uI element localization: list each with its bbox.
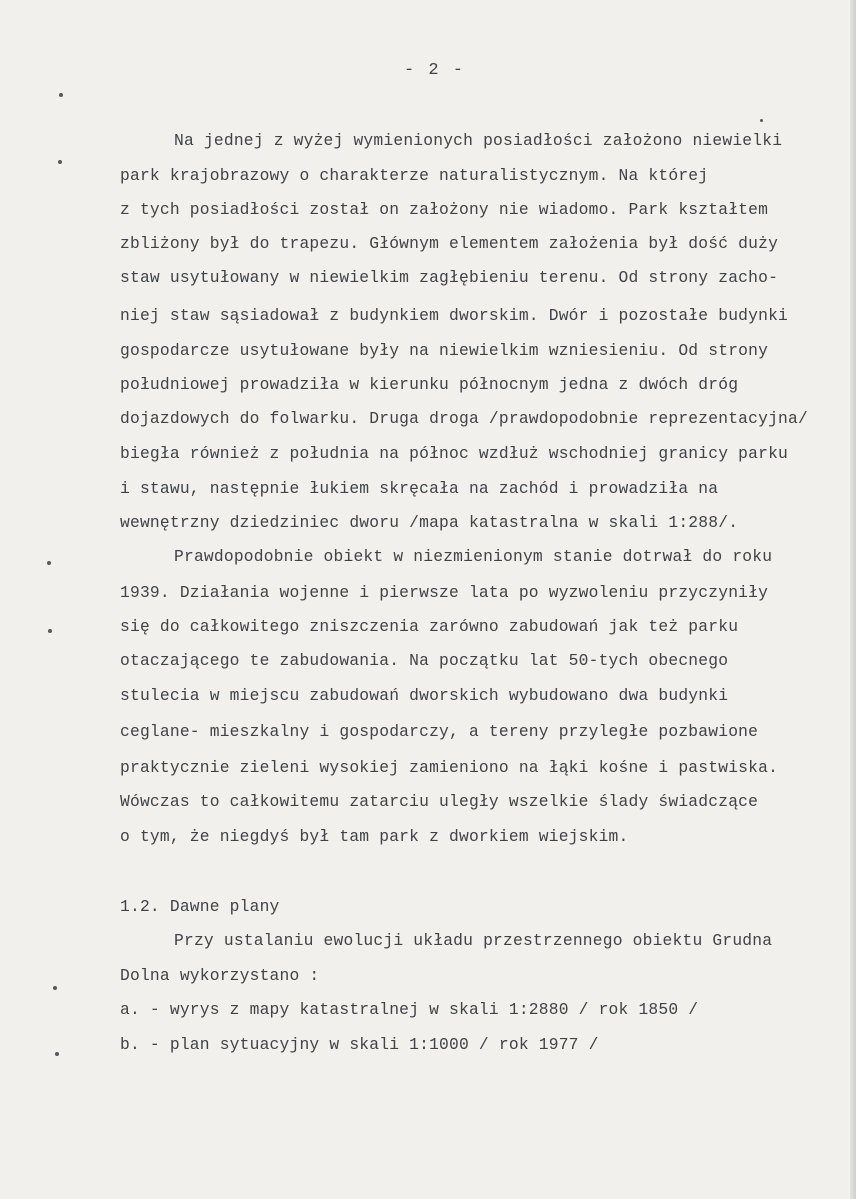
text-line: Wówczas to całkowitemu zatarciu uległy wszelkie ślady świadczące (120, 792, 759, 811)
text-line: o tym, że niegdyś był tam park z dworkiem wiejskim. (120, 827, 629, 846)
margin-dot (53, 986, 57, 990)
text-line: otaczającego te zabudowania. Na początku lat 50-tych obecnego (120, 651, 729, 670)
text-line: 1939. Działania wojenne i pierwsze lata po wyzwoleniu przyczyniły (120, 583, 769, 602)
margin-dot (55, 1052, 59, 1056)
margin-dot (58, 160, 62, 164)
text-line: park krajobrazowy o charakterze naturalistycznym. Na której (120, 166, 709, 185)
margin-dot (59, 93, 63, 97)
margin-dot (760, 119, 763, 122)
text-line: się do całkowitego zniszczenia zarówno zabudowań jak też parku (120, 617, 739, 636)
list-item: b. - plan sytuacyjny w skali 1:1000 / rok 1977 / (120, 1035, 599, 1054)
text-line: Na jednej z wyżej wymienionych posiadłości założono niewielki (174, 131, 783, 150)
text-line: stulecia w miejscu zabudowań dworskich wybudowano dwa budynki (120, 686, 729, 705)
margin-dot (47, 561, 51, 565)
text-line: z tych posiadłości został on założony nie wiadomo. Park kształtem (120, 200, 769, 219)
text-line: Prawdopodobnie obiekt w niezmienionym stanie dotrwał do roku (174, 547, 773, 566)
text-line: niej staw sąsiadował z budynkiem dworskim. Dwór i pozostałe budynki (120, 306, 789, 325)
text-line: ceglane- mieszkalny i gospodarczy, a tereny przyległe pozbawione (120, 722, 759, 741)
list-item: a. - wyrys z mapy katastralnej w skali 1:2880 / rok 1850 / (120, 1000, 699, 1019)
text-line: dojazdowych do folwarku. Druga droga /prawdopodobnie reprezentacyjna/ (120, 409, 808, 428)
text-line: gospodarcze usytułowane były na niewielkim wzniesieniu. Od strony (120, 341, 769, 360)
section-heading: 1.2. Dawne plany (120, 897, 280, 916)
text-line: wewnętrzny dziedziniec dworu /mapa katastralna w skali 1:288/. (120, 513, 739, 532)
page-number: - 2 - (404, 61, 466, 80)
text-line: praktycznie zieleni wysokiej zamieniono na łąki kośne i pastwiska. (120, 758, 779, 777)
text-line: biegła również z południa na północ wzdłuż wschodniej granicy parku (120, 444, 789, 463)
text-line: Przy ustalaniu ewolucji układu przestrzennego obiektu Grudna (174, 931, 773, 950)
text-line: południowej prowadziła w kierunku północnym jedna z dwóch dróg (120, 375, 739, 394)
text-line: zbliżony był do trapezu. Głównym elementem założenia był dość duży (120, 234, 779, 253)
page-edge (850, 0, 856, 1199)
text-line: Dolna wykorzystano : (120, 966, 320, 985)
text-line: staw usytułowany w niewielkim zagłębieniu terenu. Od strony zacho- (120, 268, 779, 287)
margin-dot (48, 629, 52, 633)
text-line: i stawu, następnie łukiem skręcała na zachód i prowadziła na (120, 479, 719, 498)
